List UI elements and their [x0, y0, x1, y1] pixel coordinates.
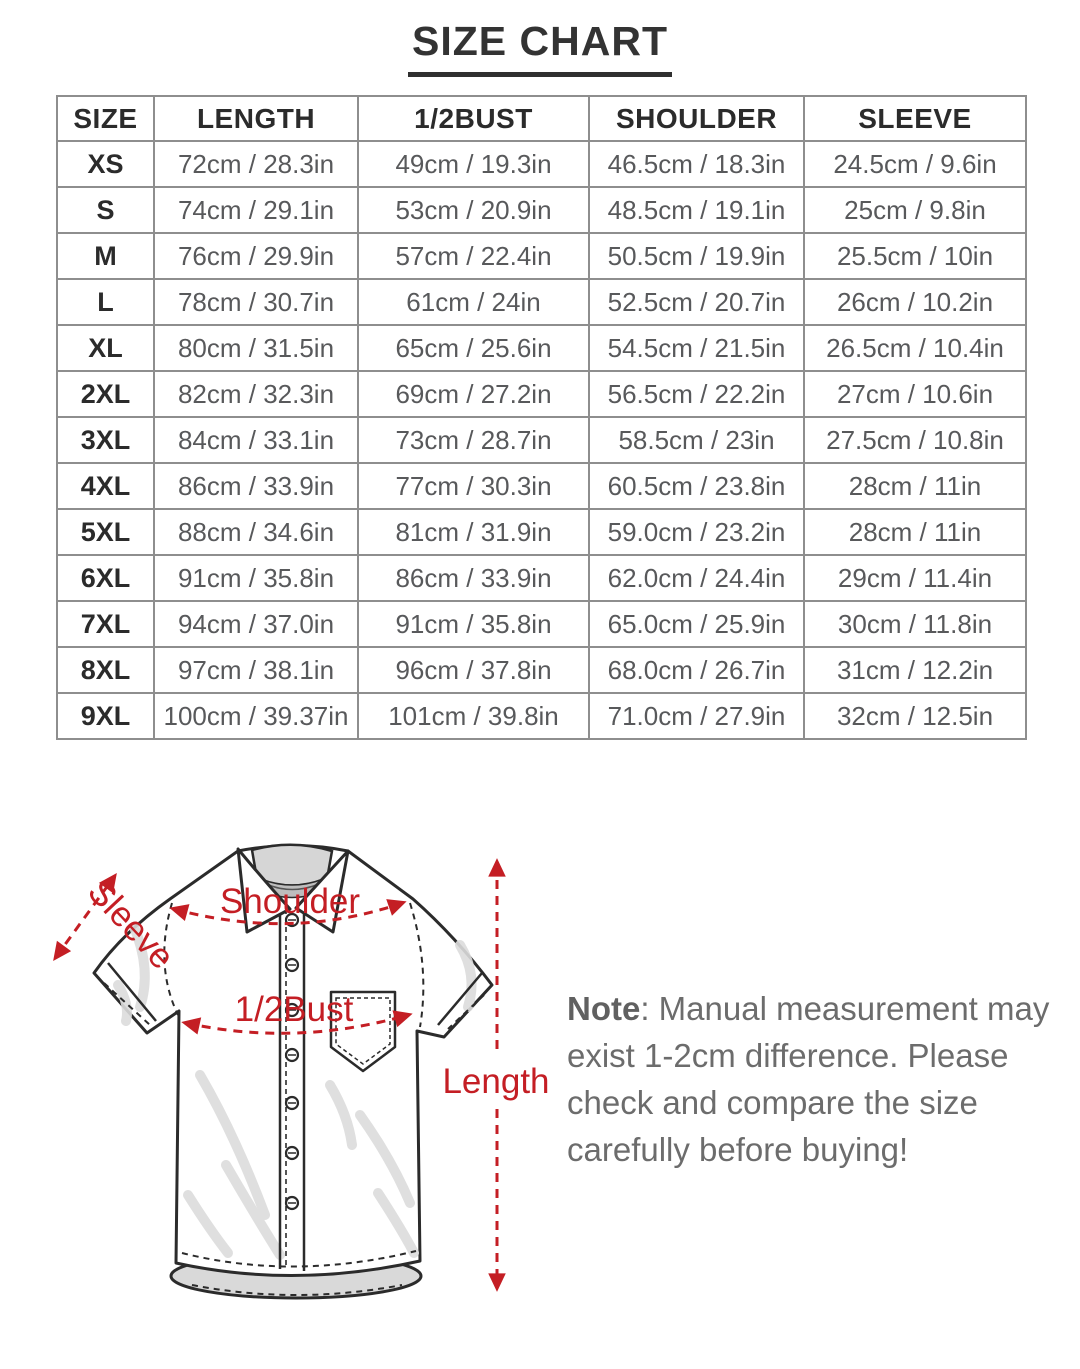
- measurement-cell: 74cm / 29.1in: [154, 187, 358, 233]
- measurement-cell: 54.5cm / 21.5in: [589, 325, 804, 371]
- measurement-cell: 27cm / 10.6in: [804, 371, 1026, 417]
- measurement-cell: 71.0cm / 27.9in: [589, 693, 804, 739]
- table-row: [57, 555, 1026, 601]
- measurement-cell: 88cm / 34.6in: [154, 509, 358, 555]
- page-title-text: SIZE CHART: [408, 18, 672, 77]
- measurement-cell: 91cm / 35.8in: [358, 601, 589, 647]
- measurement-cell: 31cm / 12.2in: [804, 647, 1026, 693]
- note-line: carefully before buying!: [567, 1131, 909, 1168]
- measurement-cell: 46.5cm / 18.3in: [589, 141, 804, 187]
- measurement-cell: 72cm / 28.3in: [154, 141, 358, 187]
- shoulder-label: Shoulder: [219, 882, 361, 921]
- measurement-cell: 26.5cm / 10.4in: [804, 325, 1026, 371]
- measurement-cell: 65.0cm / 25.9in: [589, 601, 804, 647]
- note-line: check and compare the size: [567, 1084, 978, 1121]
- measurement-cell: 28cm / 11in: [804, 509, 1026, 555]
- measurement-cell: 101cm / 39.8in: [358, 693, 589, 739]
- measurement-cell: 65cm / 25.6in: [358, 325, 589, 371]
- table-row: [57, 601, 1026, 647]
- measurement-cell: 50.5cm / 19.9in: [589, 233, 804, 279]
- length-label: Length: [442, 1062, 550, 1101]
- measurement-cell: 30cm / 11.8in: [804, 601, 1026, 647]
- measurement-cell: 62.0cm / 24.4in: [589, 555, 804, 601]
- measurement-cell: 28cm / 11in: [804, 463, 1026, 509]
- measurement-cell: 25cm / 9.8in: [804, 187, 1026, 233]
- measurement-cell: 27.5cm / 10.8in: [804, 417, 1026, 463]
- size-table-body: [57, 141, 1026, 739]
- size-label-cell: L: [57, 279, 154, 325]
- table-row: [57, 417, 1026, 463]
- measurement-cell: 73cm / 28.7in: [358, 417, 589, 463]
- bust-label: 1/2Bust: [234, 990, 354, 1029]
- measurement-cell: 48.5cm / 19.1in: [589, 187, 804, 233]
- measurement-cell: 53cm / 20.9in: [358, 187, 589, 233]
- size-label-cell: 9XL: [57, 693, 154, 739]
- size-label-cell: 7XL: [57, 601, 154, 647]
- measurement-cell: 77cm / 30.3in: [358, 463, 589, 509]
- measurement-cell: 76cm / 29.9in: [154, 233, 358, 279]
- measurement-cell: 61cm / 24in: [358, 279, 589, 325]
- size-label-cell: 2XL: [57, 371, 154, 417]
- measurement-cell: 80cm / 31.5in: [154, 325, 358, 371]
- size-label-cell: 8XL: [57, 647, 154, 693]
- note-line: Note: Manual measurement may: [567, 990, 1050, 1027]
- measurement-cell: 97cm / 38.1in: [154, 647, 358, 693]
- measurement-cell: 86cm / 33.9in: [154, 463, 358, 509]
- table-row: [57, 233, 1026, 279]
- measurement-cell: 96cm / 37.8in: [358, 647, 589, 693]
- table-row: [57, 371, 1026, 417]
- measurement-cell: 82cm / 32.3in: [154, 371, 358, 417]
- page-title: [0, 18, 1080, 77]
- note-label: Note: [567, 990, 641, 1027]
- note-text: [567, 985, 1067, 1173]
- measurement-cell: 24.5cm / 9.6in: [804, 141, 1026, 187]
- measurement-cell: 78cm / 30.7in: [154, 279, 358, 325]
- measurement-cell: 60.5cm / 23.8in: [589, 463, 804, 509]
- measurement-cell: 59.0cm / 23.2in: [589, 509, 804, 555]
- shirt-measurement-diagram: [30, 835, 575, 1315]
- measurement-cell: 100cm / 39.37in: [154, 693, 358, 739]
- table-row: [57, 141, 1026, 187]
- size-table: [56, 95, 1027, 740]
- table-row: [57, 509, 1026, 555]
- measurement-cell: 25.5cm / 10in: [804, 233, 1026, 279]
- sleeve-label: Sleeve: [80, 871, 182, 977]
- size-label-cell: 4XL: [57, 463, 154, 509]
- table-row: [57, 325, 1026, 371]
- size-label-cell: 3XL: [57, 417, 154, 463]
- column-header: 1/2BUST: [358, 96, 589, 141]
- measurement-cell: 56.5cm / 22.2in: [589, 371, 804, 417]
- table-row: [57, 693, 1026, 739]
- measurement-cell: 81cm / 31.9in: [358, 509, 589, 555]
- size-label-cell: M: [57, 233, 154, 279]
- table-header-row: [57, 96, 1026, 141]
- measurement-cell: 86cm / 33.9in: [358, 555, 589, 601]
- measurement-cell: 69cm / 27.2in: [358, 371, 589, 417]
- size-label-cell: 6XL: [57, 555, 154, 601]
- table-row: [57, 187, 1026, 233]
- measurement-cell: 84cm / 33.1in: [154, 417, 358, 463]
- measurement-cell: 29cm / 11.4in: [804, 555, 1026, 601]
- measurement-cell: 94cm / 37.0in: [154, 601, 358, 647]
- table-row: [57, 279, 1026, 325]
- size-label-cell: S: [57, 187, 154, 233]
- measurement-cell: 52.5cm / 20.7in: [589, 279, 804, 325]
- size-label-cell: 5XL: [57, 509, 154, 555]
- measurement-cell: 32cm / 12.5in: [804, 693, 1026, 739]
- measurement-cell: 58.5cm / 23in: [589, 417, 804, 463]
- measurement-cell: 91cm / 35.8in: [154, 555, 358, 601]
- size-label-cell: XS: [57, 141, 154, 187]
- table-row: [57, 647, 1026, 693]
- column-header: LENGTH: [154, 96, 358, 141]
- measurement-cell: 57cm / 22.4in: [358, 233, 589, 279]
- column-header: SIZE: [57, 96, 154, 141]
- measurement-cell: 26cm / 10.2in: [804, 279, 1026, 325]
- measurement-cell: 49cm / 19.3in: [358, 141, 589, 187]
- note-line: exist 1-2cm difference. Please: [567, 1037, 1009, 1074]
- column-header: SLEEVE: [804, 96, 1026, 141]
- size-label-cell: XL: [57, 325, 154, 371]
- table-row: [57, 463, 1026, 509]
- measurement-cell: 68.0cm / 26.7in: [589, 647, 804, 693]
- column-header: SHOULDER: [589, 96, 804, 141]
